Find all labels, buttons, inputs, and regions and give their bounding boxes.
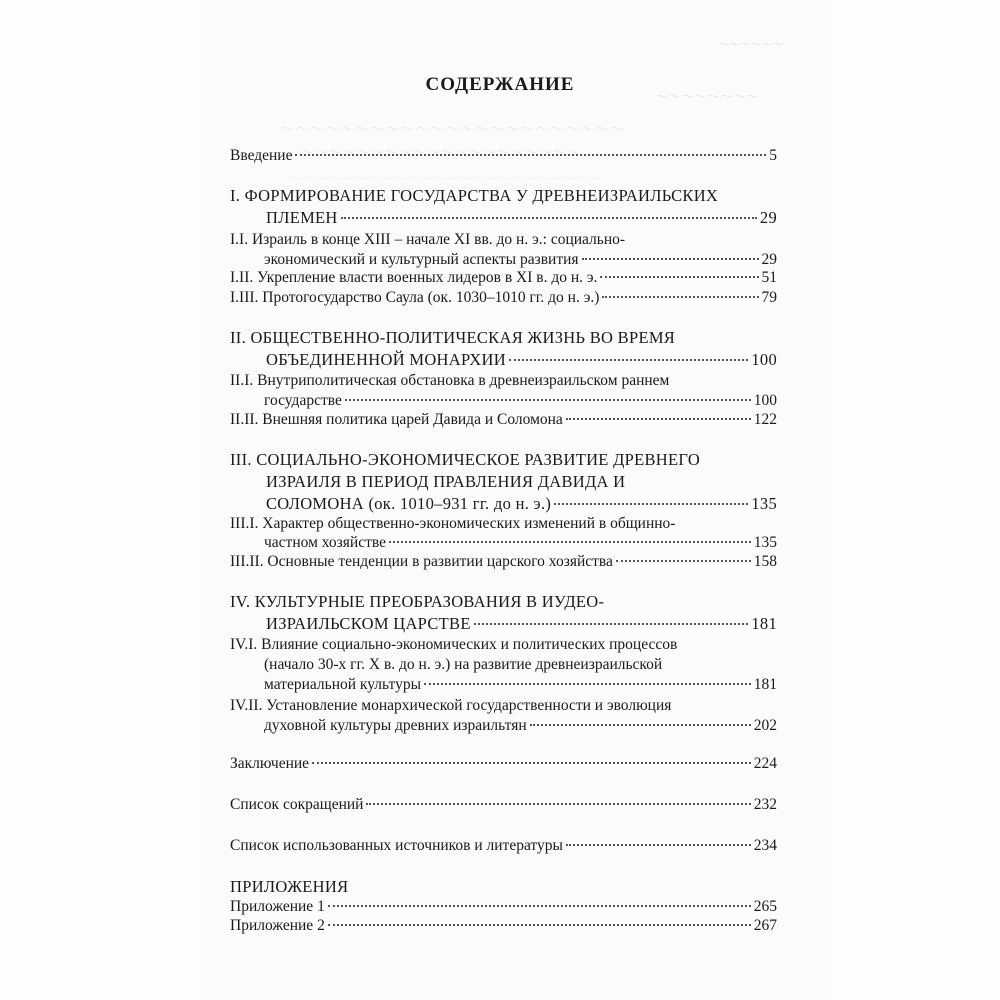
toc-entry-section-4-1[interactable] <box>230 675 777 695</box>
page-number: 135 <box>751 494 777 513</box>
toc-entry-text: Список использованных источников и литературы <box>230 837 563 854</box>
page-number: 181 <box>753 676 777 693</box>
toc-entry-text: государстве <box>264 392 342 409</box>
dot-leader <box>600 276 758 278</box>
toc-entry-text: II.II. Внешняя политика царей Давида и Соломона <box>230 411 563 428</box>
dot-leader <box>389 541 751 543</box>
page-number: 51 <box>761 269 777 286</box>
section-4-1-line2: (начало 30-х гг. X в. до н. э.) на развитие древнеизраильской <box>264 656 663 673</box>
chapter-2-title-line1: II. ОБЩЕСТВЕННО-ПОЛИТИЧЕСКАЯ ЖИЗНЬ ВО ВРЕМЯ <box>230 328 676 347</box>
toc-entry-text: экономический и культурный аспекты развития <box>264 251 579 268</box>
chapter-3-title-line2: ИЗРАИЛЯ В ПЕРИОД ПРАВЛЕНИЯ ДАВИДА И <box>266 472 626 491</box>
appendix-heading: ПРИЛОЖЕНИЯ <box>230 877 349 896</box>
page-number: 232 <box>753 796 777 813</box>
toc-entry-text: Список сокращений <box>230 796 364 813</box>
toc-entry-text: Приложение 2 <box>230 917 325 934</box>
page-number: 100 <box>751 350 777 369</box>
toc-entry-chapter-1[interactable] <box>230 208 777 228</box>
toc-entry-text: СОЛОМОНА (ок. 1010–931 гг. до н. э.) <box>266 494 552 513</box>
page-number: 181 <box>751 614 777 633</box>
dot-leader <box>602 296 758 298</box>
toc-entry-text: Приложение 1 <box>230 898 325 915</box>
toc-entry-text: Введение <box>230 147 293 164</box>
chapter-4-title-line1: IV. КУЛЬТУРНЫЕ ПРЕОБРАЗОВАНИЯ В ИУДЕО- <box>230 592 605 611</box>
toc-entry-text: ИЗРАИЛЬСКОМ ЦАРСТВЕ <box>266 614 471 633</box>
bleed-through-text: ～～～～～～～～ <box>655 89 760 104</box>
page-number: 234 <box>753 837 777 854</box>
toc-entry-section-3-2[interactable] <box>230 552 777 572</box>
toc-entry-section-1-3[interactable] <box>230 288 777 308</box>
toc-entry-text: ОБЪЕДИНЕННОЙ МОНАРХИИ <box>266 350 506 369</box>
page-number: 100 <box>753 392 777 409</box>
toc-entry-text: III.II. Основные тенденции в развитии царского хозяйства <box>230 553 613 570</box>
bleed-through-text: ～～～～～～～～～～～～～～～～～～～～ <box>300 146 580 161</box>
toc-entry-chapter-2[interactable] <box>230 350 777 370</box>
page-number: 29 <box>761 251 777 268</box>
bleed-through-text: ～～～～～～～～～～～～～～～～～～～～～～～ <box>280 122 626 138</box>
toc-entry-text: ПЛЕМЕН <box>266 208 338 227</box>
bleed-through-text: ～～～～～～ <box>718 39 784 51</box>
section-2-1-line1: II.I. Внутриполитическая обстановка в древнеизраильском раннем <box>230 372 670 389</box>
dot-leader <box>295 154 766 156</box>
dot-leader <box>616 560 751 562</box>
page-number: 267 <box>753 917 777 934</box>
page-number: 5 <box>769 147 777 164</box>
dot-leader <box>582 258 759 260</box>
chapter-1-title-line1: I. ФОРМИРОВАНИЕ ГОСУДАРСТВА У ДРЕВНЕИЗРАИЛЬСКИХ <box>230 186 719 205</box>
dot-leader <box>312 762 751 764</box>
toc-entry-chapter-3[interactable] <box>230 494 777 514</box>
page-number: 79 <box>761 289 777 306</box>
page-number: 265 <box>753 898 777 915</box>
toc-entry-text: I.II. Укрепление власти военных лидеров в XI в. до н. э. <box>230 269 598 286</box>
section-1-1-line1: I.I. Израиль в конце XIII – начале XI вв. до н. э.: социально- <box>230 231 626 248</box>
page-title: СОДЕРЖАНИЕ <box>425 74 575 95</box>
page-number: 202 <box>753 717 777 734</box>
page-number: 29 <box>759 208 777 227</box>
dot-leader <box>328 924 751 926</box>
toc-entry-chapter-4[interactable] <box>230 614 777 634</box>
page-number: 158 <box>753 553 777 570</box>
toc-entry-text: Заключение <box>230 755 310 772</box>
dot-leader <box>566 844 751 846</box>
section-4-1-line1: IV.I. Влияние социально-экономических и политических процессов <box>230 636 678 653</box>
dot-leader <box>345 399 751 401</box>
toc-entry-intro[interactable] <box>230 146 777 166</box>
toc-entry-appendix-2[interactable] <box>230 916 777 936</box>
dot-leader <box>566 418 751 420</box>
toc-entry-section-4-2[interactable] <box>230 716 777 736</box>
toc-entry-conclusion[interactable] <box>230 754 777 774</box>
toc-entry-text: материальной культуры <box>264 676 421 693</box>
section-4-2-line1: IV.II. Установление монархической государственности и эволюция <box>230 697 672 714</box>
toc-entry-section-2-1[interactable] <box>230 391 777 411</box>
toc-entry-text: I.III. Протогосударство Саула (ок. 1030–1010 гг. до н. э.) <box>230 289 600 306</box>
dot-leader <box>474 623 749 625</box>
page-number: 135 <box>753 534 777 551</box>
toc-entry-appendix-1[interactable] <box>230 897 777 917</box>
toc-entry-section-1-1[interactable] <box>230 250 777 270</box>
section-3-1-line1: III.I. Характер общественно-экономических изменений в общинно- <box>230 515 676 532</box>
dot-leader <box>328 905 751 907</box>
dot-leader <box>341 217 757 219</box>
toc-entry-text: частном хозяйстве <box>264 534 386 551</box>
dot-leader <box>509 359 748 361</box>
toc-entry-text: духовной культуры древних израильтян <box>264 717 527 734</box>
dot-leader <box>424 683 751 685</box>
dot-leader <box>530 724 751 726</box>
toc-entry-abbreviations[interactable] <box>230 795 777 815</box>
dot-leader <box>366 803 750 805</box>
chapter-3-title-line1: III. СОЦИАЛЬНО-ЭКОНОМИЧЕСКОЕ РАЗВИТИЕ ДРЕВНЕГО <box>230 450 701 469</box>
bleed-through-text: ～～～～～～～～～～～～～～～～～～～～～～～～ <box>290 171 603 186</box>
toc-entry-sources[interactable] <box>230 836 777 856</box>
toc-entry-section-3-1[interactable] <box>230 533 777 553</box>
page-number: 224 <box>753 755 777 772</box>
toc-entry-section-2-2[interactable] <box>230 410 777 430</box>
toc-entry-section-1-2[interactable] <box>230 268 777 288</box>
page-number: 122 <box>753 411 777 428</box>
dot-leader <box>554 503 748 505</box>
